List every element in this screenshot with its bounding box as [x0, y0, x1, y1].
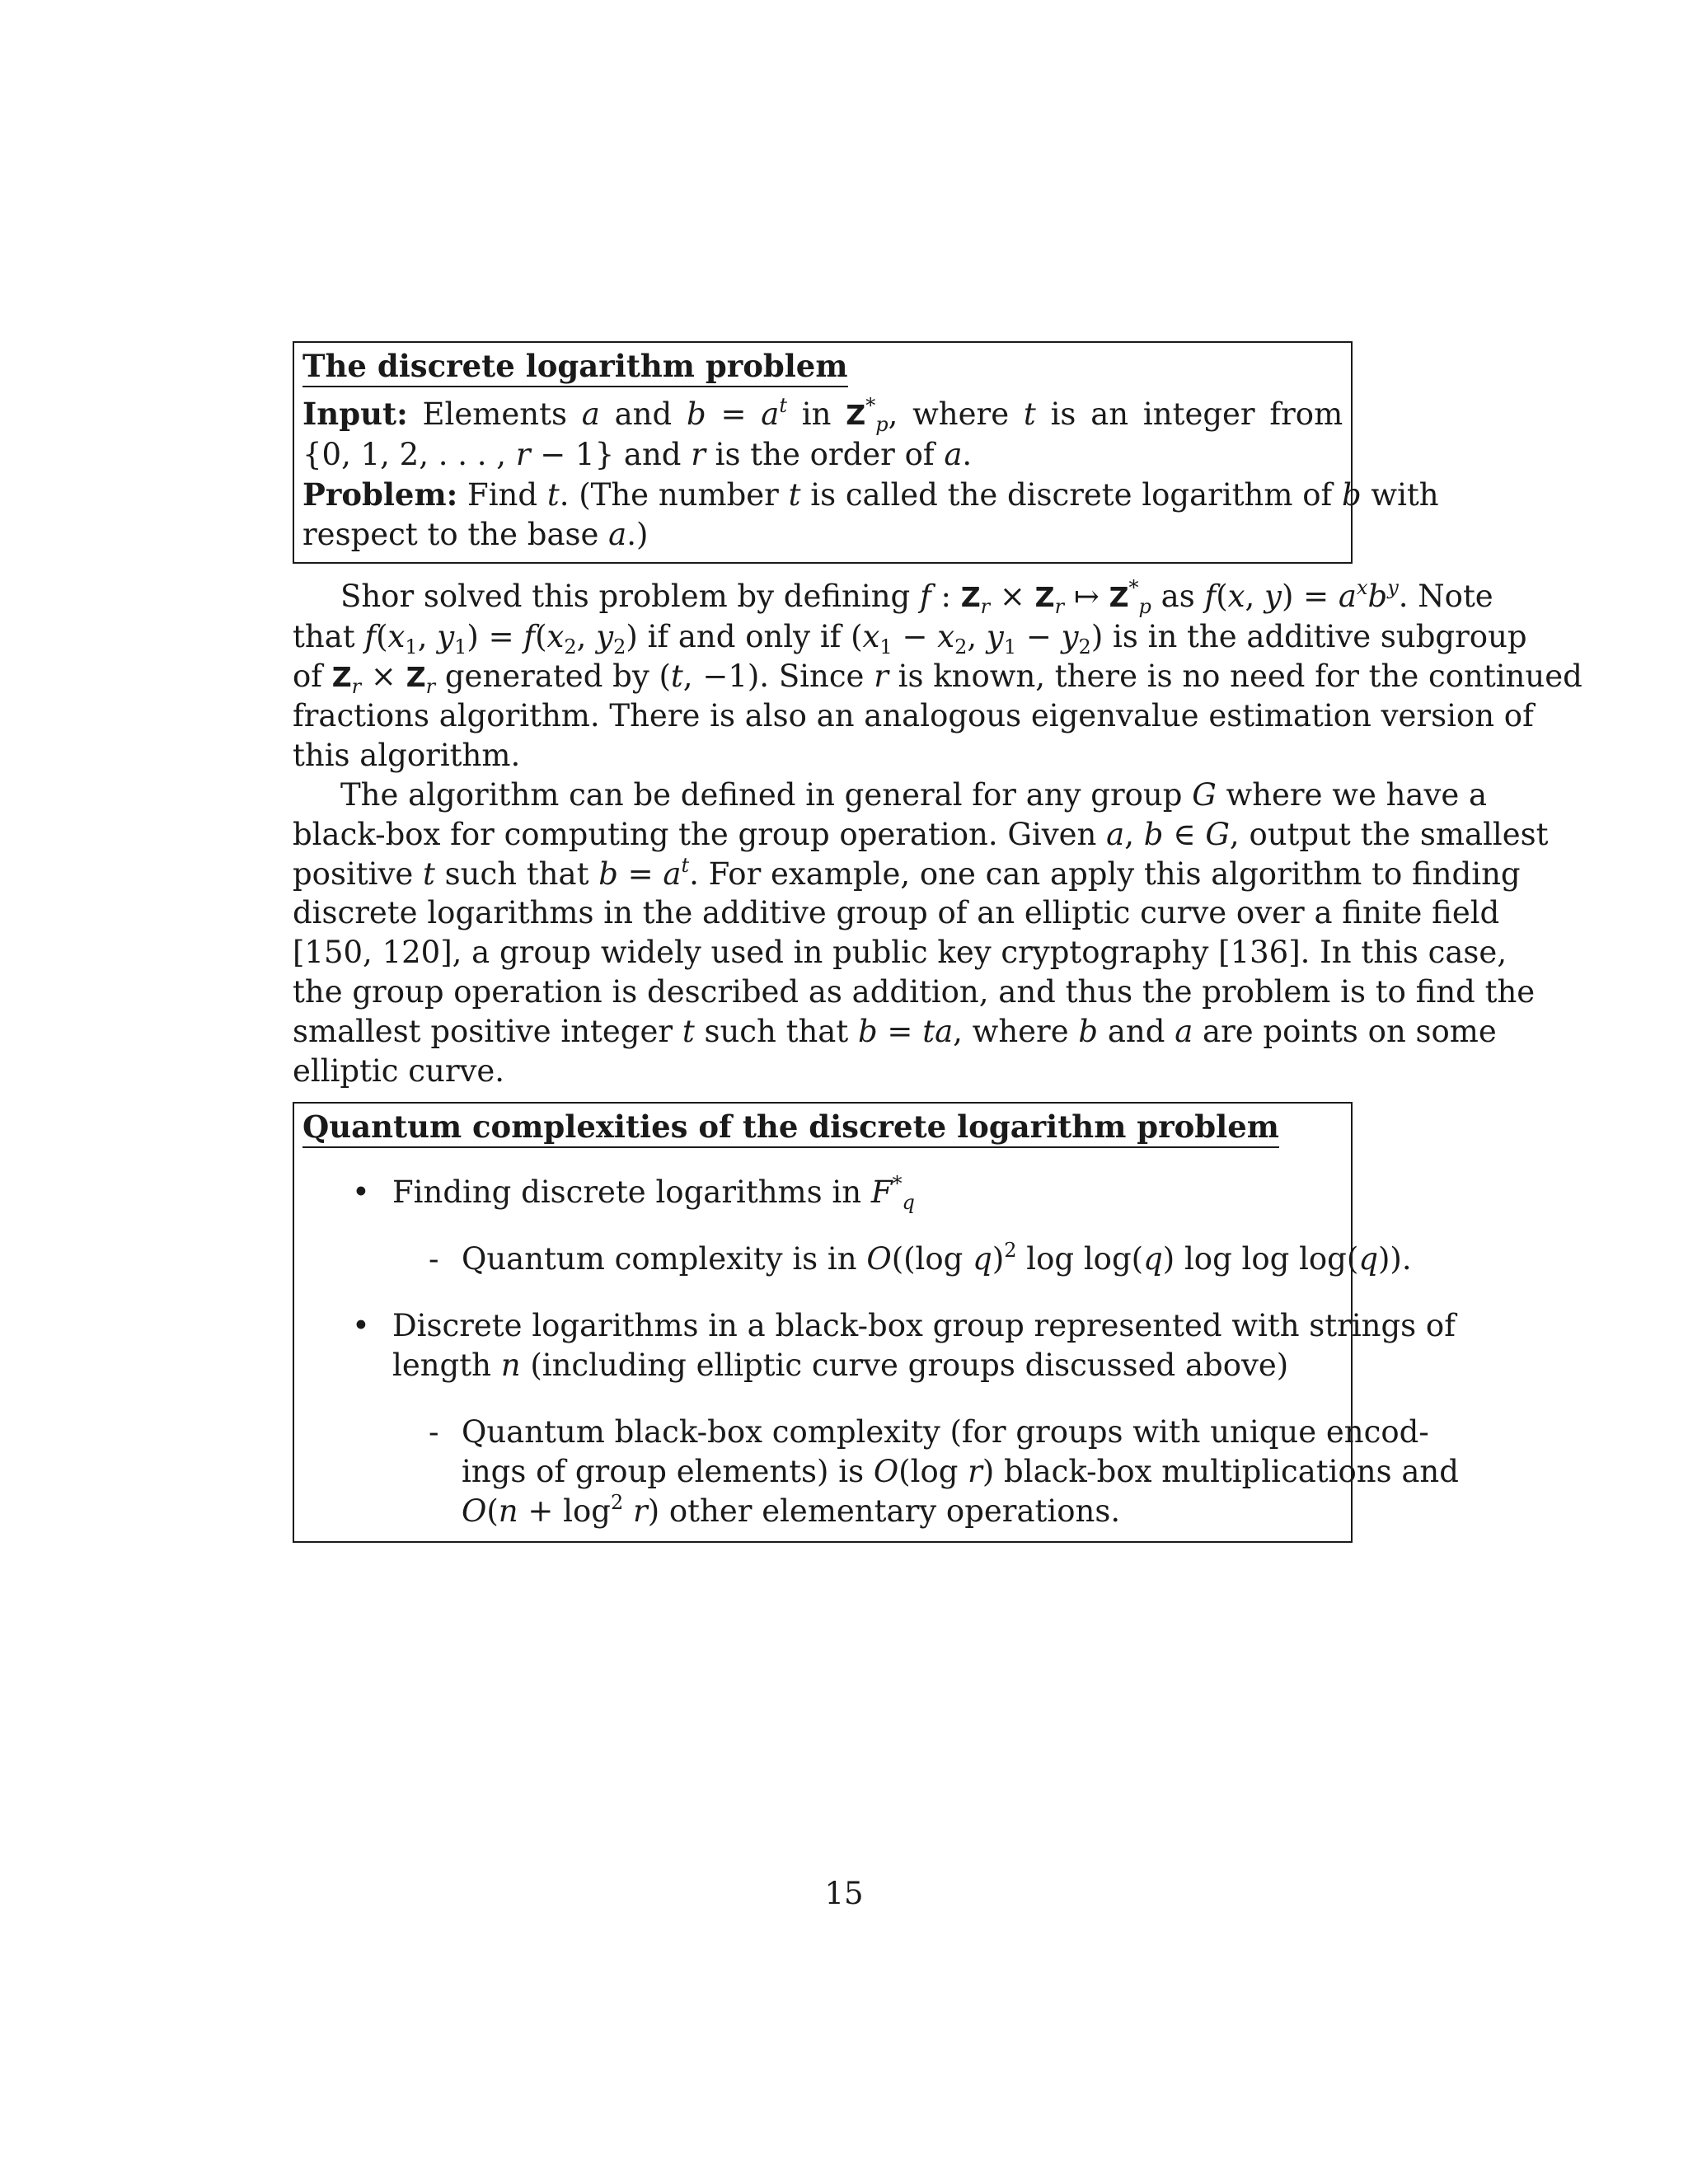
problem-box	[293, 341, 1439, 564]
sub-list-item: - Quantum complexity is in O((log q)$^2$ log log(q) log log log(q)).	[302, 1240, 1343, 1279]
sub-list-item-continuation: ings of group elements) is O(log r) black-box multiplications and	[462, 1454, 1459, 1489]
problem-line-2: respect to the base a.)	[302, 517, 649, 552]
list-item-continuation: length n (including elliptic curve groups discussed above)	[392, 1347, 1289, 1383]
paragraph-2-line-4: discrete logarithms in the additive group of an elliptic curve over a finite field	[293, 895, 1500, 931]
paragraph-2-line-7: smallest positive integer t such that b = ta, where b and a are points on some	[293, 1013, 1497, 1049]
paragraph-1-line-1: Shor solved this problem by defining f : $Z_r \times Z_r$ ↦ $Z^*_p$ as f(x, $y) = a^xb^y$. Note	[340, 576, 1493, 618]
paragraph-2-line-1: The algorithm can be defined in general for any group G where we have a	[340, 776, 1488, 813]
complexity-box-title: Quantum complexities of the discrete logarithm problem	[302, 1107, 1279, 1148]
problem-line-1: Problem: Find t. (The number t is called the discrete logarithm of b with	[302, 476, 1439, 513]
sub-list-item: - Quantum black-box complexity (for groups with unique encod-	[302, 1413, 1343, 1452]
body-text	[293, 576, 1582, 1090]
bullet-icon: •	[352, 1174, 370, 1210]
complexity-box	[293, 1102, 1459, 1543]
paragraph-1-line-2: that $f(x_1$, $y_1) = f(x_2$, $y_2$) if and only if ($x_1 - x_2$, $y_1 - y_2$) is in the additive subgroup	[293, 618, 1527, 658]
list-item: • Finding discrete logarithms in $F^*_q$	[352, 1172, 915, 1214]
paragraph-1-line-3: of $Z_r \times Z_r$ generated by (t, −1). Since r is known, there is no need for the continued	[293, 658, 1582, 698]
paragraph-2-line-8: elliptic curve.	[293, 1052, 505, 1089]
problem-box-title: The discrete logarithm problem	[302, 346, 848, 387]
bullet-icon: •	[352, 1308, 370, 1343]
paragraph-1-line-4: fractions algorithm. There is also an analogous eigenvalue estimation version of	[293, 698, 1534, 734]
input-line-2: {0, 1, 2, . . . , r − 1} and r is the order of a.	[302, 437, 973, 472]
paragraph-2-line-3: positive t such that $b = a^t$. For example, one can apply this algorithm to finding	[293, 853, 1521, 892]
paragraph-1-line-5: this algorithm.	[293, 738, 521, 774]
list-item: • Discrete logarithms in a black-box group represented with strings of	[302, 1306, 1343, 1346]
dash-icon: -	[429, 1241, 439, 1277]
paragraph-2-line-5: [150, 120], a group widely used in public key cryptography [136]. In this case,	[293, 935, 1507, 971]
paragraph-2-line-6: the group operation is described as addition, and thus the problem is to find the	[293, 973, 1536, 1010]
sub-list-item-continuation: $O(n + \log^2 r)$ other elementary operations.	[462, 1491, 1121, 1529]
page-number: 15	[824, 1876, 864, 1911]
input-line-1: Input: Elements a and $b = a^t$ in $Z^*_p$, where t is an integer from	[302, 394, 1343, 436]
paragraph-2-line-2: black-box for computing the group operation. Given a, b ∈ G, output the smallest	[293, 816, 1549, 852]
dash-icon: -	[429, 1414, 439, 1450]
